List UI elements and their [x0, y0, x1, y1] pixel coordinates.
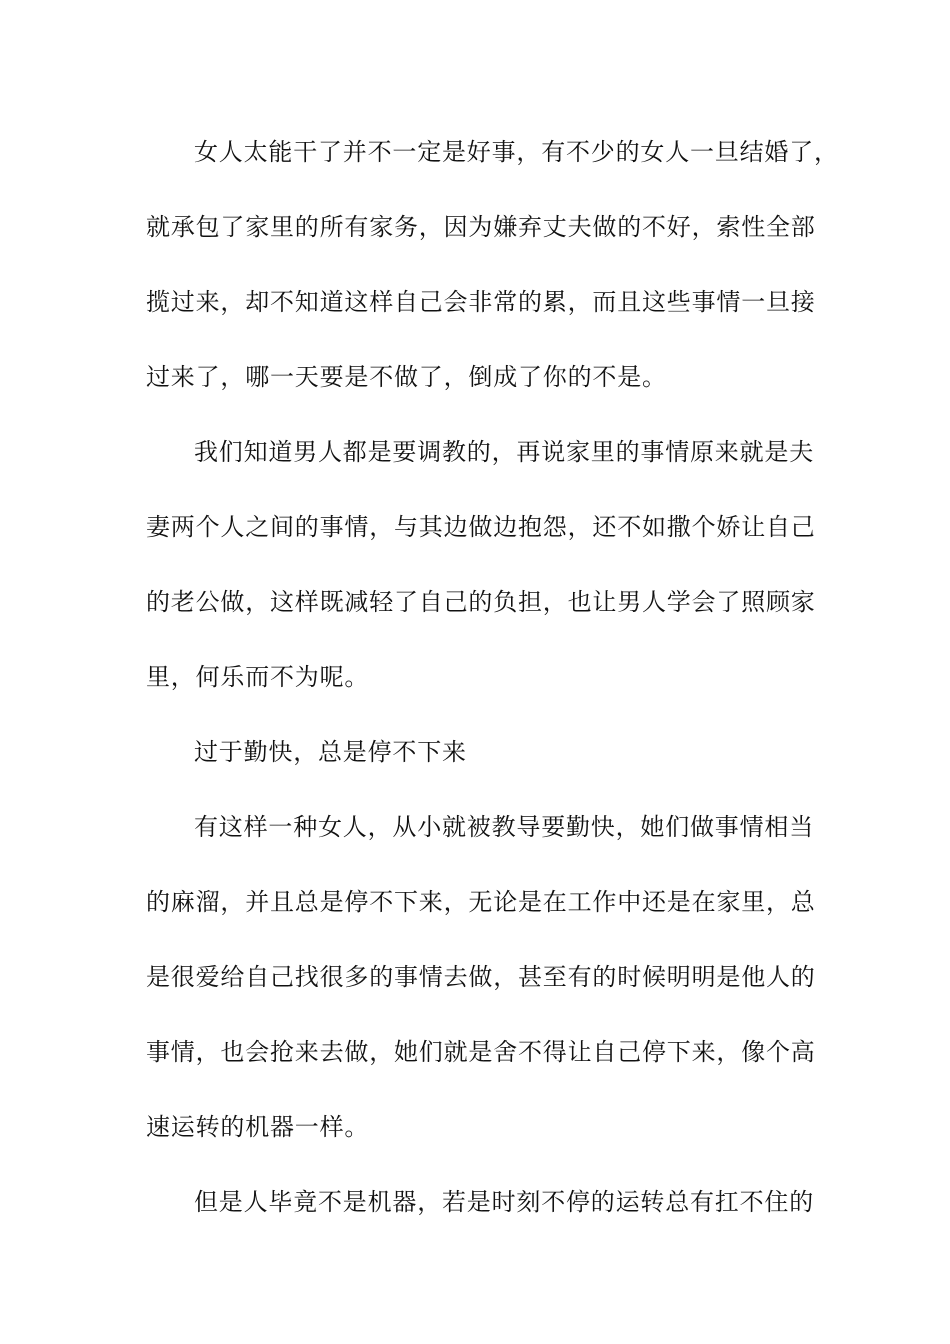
paragraph-3-line-5: 速运转的机器一样。	[146, 1113, 370, 1141]
paragraph-2-line-2: 妻两个人之间的事情，与其边做边抱怨，还不如撒个娇让自己	[146, 513, 816, 541]
paragraph-4-line-1: 但是人毕竟不是机器，若是时刻不停的运转总有扛不住的	[194, 1188, 814, 1216]
document-body	[146, 128, 839, 1253]
paragraph-2-line-4: 里，何乐而不为呢。	[146, 663, 370, 691]
paragraph-2-line-3: 的老公做，这样既减轻了自己的负担，也让男人学会了照顾家	[146, 588, 816, 616]
paragraph-3-line-2: 的麻溜，并且总是停不下来，无论是在工作中还是在家里，总	[146, 888, 816, 916]
paragraph-1-line-3: 揽过来，却不知道这样自己会非常的累，而且这些事情一旦接	[146, 288, 816, 316]
paragraph-3-line-4: 事情，也会抢来去做，她们就是舍不得让自己停下来，像个高	[146, 1038, 816, 1066]
section-heading: 过于勤快，总是停不下来	[194, 738, 467, 766]
paragraph-2-line-1: 我们知道男人都是要调教的，再说家里的事情原来就是夫	[194, 438, 814, 466]
paragraph-1-line-2: 就承包了家里的所有家务，因为嫌弃丈夫做的不好，索性全部	[146, 213, 816, 241]
paragraph-1-line-4: 过来了，哪一天要是不做了，倒成了你的不是。	[146, 363, 667, 391]
paragraph-3-line-3: 是很爱给自己找很多的事情去做，甚至有的时候明明是他人的	[146, 963, 816, 991]
paragraph-3-line-1: 有这样一种女人，从小就被教导要勤快，她们做事情相当	[194, 813, 814, 841]
paragraph-1-line-1: 女人太能干了并不一定是好事，有不少的女人一旦结婚了，	[194, 138, 839, 166]
